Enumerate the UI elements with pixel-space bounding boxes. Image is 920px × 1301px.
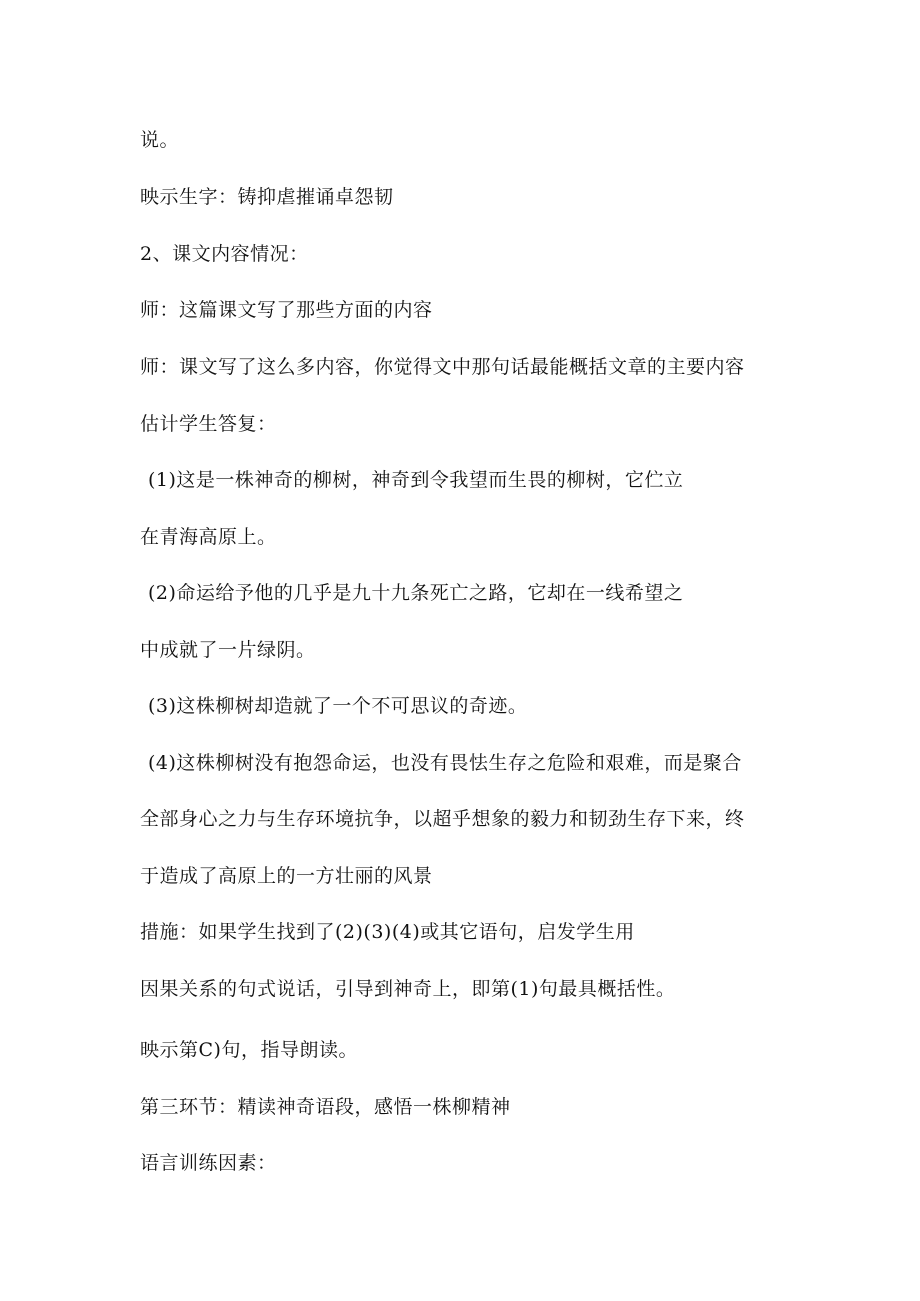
text-line: 中成就了一片绿阴。 bbox=[140, 639, 316, 661]
text-line: 师：课文写了这么多内容，你觉得文中那句话最能概括文章的主要内容 bbox=[140, 356, 745, 378]
text-line: 第三环节：精读神奇语段，感悟一株柳精神 bbox=[140, 1096, 511, 1118]
text-line: (4)这株柳树没有抱怨命运，也没有畏怯生存之危险和艰难，而是聚合 bbox=[148, 752, 742, 774]
text-line: (2)命运给予他的几乎是九十九条死亡之路，它却在一线希望之 bbox=[148, 582, 684, 604]
text-line: 映示第C)句，指导朗读。 bbox=[140, 1039, 358, 1061]
text-line: 说。 bbox=[140, 129, 180, 151]
text-line: 2、课文内容情况： bbox=[140, 243, 309, 265]
text-line: 估计学生答复： bbox=[140, 413, 277, 435]
text-line: 因果关系的句式说话，引导到神奇上，即第(1)句最具概括性。 bbox=[140, 978, 676, 1000]
text-line: (1)这是一株神奇的柳树，神奇到令我望而生畏的柳树，它伫立 bbox=[148, 469, 684, 491]
text-line: 全部身心之力与生存环境抗争，以超乎想象的毅力和韧劲生存下来，终 bbox=[140, 808, 745, 830]
text-line: 映示生字：铸抑虐摧诵卓怨韧 bbox=[140, 186, 394, 208]
text-line: 于造成了高原上的一方壮丽的风景 bbox=[140, 865, 433, 887]
text-line: 语言训练因素： bbox=[140, 1152, 277, 1174]
text-line: 师：这篇课文写了那些方面的内容 bbox=[140, 299, 433, 321]
text-line: 在青海高原上。 bbox=[140, 526, 277, 548]
text-line: (3)这株柳树却造就了一个不可思议的奇迹。 bbox=[148, 695, 528, 717]
text-line: 措施：如果学生找到了(2)(3)(4)或其它语句，启发学生用 bbox=[140, 921, 635, 943]
